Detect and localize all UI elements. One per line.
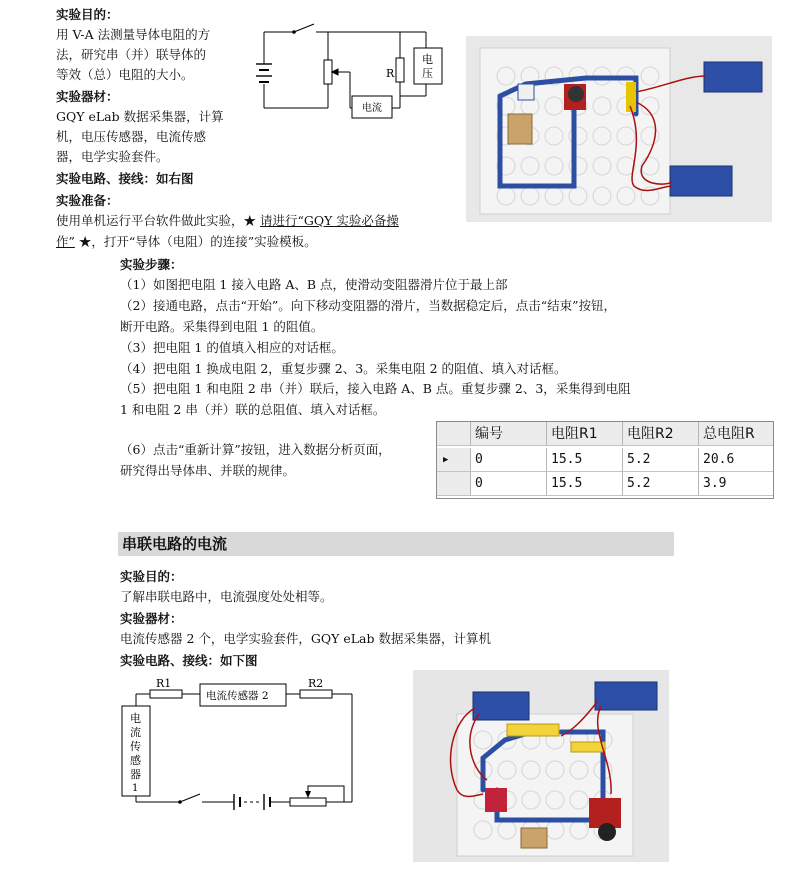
section-title-series-current: 串联电路的电流: [118, 532, 674, 556]
step-5: （5）把电阻 1 和电阻 2 串（并）联后，接入电路 A、B 点。重复步骤 2、3，采集得到电阻: [120, 381, 631, 396]
cell-r1[interactable]: 15.5: [547, 448, 623, 472]
sensor1-char-6: 1: [132, 783, 139, 794]
prep-heading: 实验准备：: [56, 193, 119, 208]
purpose-line-2: 法，研究串（并）联导体的: [56, 47, 207, 62]
prep-line-2: [56, 233, 317, 251]
s2-purpose-heading: 实验目的：: [120, 569, 183, 584]
voltammetry-circuit-diagram: [250, 20, 450, 124]
column-header-id[interactable]: 编号: [471, 422, 547, 446]
current-row-arrow-icon: ▶: [437, 448, 471, 472]
rheostat-slider-arrow-icon: [305, 791, 311, 798]
step-5-cont: 1 和电阻 2 串（并）联的总阻值、填入对话框。: [120, 402, 386, 417]
table-header-row: [437, 422, 773, 446]
prep-link-part-2[interactable]: 作”: [56, 234, 75, 249]
cell-total[interactable]: 3.9: [699, 472, 773, 496]
resistance-data-table: [436, 421, 774, 499]
purpose-line-1: 用 V-A 法测量导体电阻的方: [56, 27, 211, 42]
purpose-line-3: 等效（总）电阻的大小。: [56, 67, 194, 82]
cell-r2[interactable]: 5.2: [623, 472, 699, 496]
r1-label: R1: [156, 677, 172, 690]
steps-heading: 实验步骤：: [120, 257, 183, 272]
row-indicator-header: [437, 422, 471, 446]
equipment-line-1: GQY eLab 数据采集器，计算: [56, 109, 224, 124]
s2-purpose-text: 了解串联电路中，电流强度处处相等。: [120, 589, 333, 604]
column-header-r1[interactable]: 电阻R1: [547, 422, 623, 446]
cell-r2[interactable]: 5.2: [623, 448, 699, 472]
circuit-heading: 实验电路、接线：如右图: [56, 171, 194, 186]
prep-text-b: ★，打开“导体（电阻）的连接”实验模板。: [74, 234, 317, 249]
column-header-total[interactable]: 总电阻R: [699, 422, 773, 446]
s2-equipment-text: 电流传感器 2 个，电学实验套件，GQY eLab 数据采集器，计算机: [120, 631, 491, 646]
experiment-setup-photo-1: [466, 36, 772, 222]
equipment-heading: 实验器材：: [56, 89, 119, 104]
cell-id[interactable]: 0: [471, 448, 547, 472]
table-row[interactable]: [437, 472, 773, 496]
step-2: （2）接通电路，点击“开始”。向下移动变阻器的滑片，当数据稳定后，点击“结束”按钮，: [120, 298, 617, 313]
step-3: （3）把电阻 1 的值填入相应的对话框。: [120, 340, 344, 355]
step-6-cont: 研究得出导体串、并联的规律。: [120, 463, 296, 478]
current-sensor-2-label: 电流传感器 2: [206, 690, 269, 702]
equipment-line-3: 器，电学实验套件。: [56, 149, 169, 164]
resistor-r-label: R: [386, 67, 395, 80]
sensor1-char-4: 感: [130, 754, 141, 767]
step-6: （6）点击“重新计算”按钮，进入数据分析页面，: [120, 442, 391, 457]
cell-r1[interactable]: 15.5: [547, 472, 623, 496]
sensor1-char-5: 器: [130, 768, 141, 781]
prep-text-a: 使用单机运行平台软件做此实验，★: [56, 213, 260, 228]
prep-link-part-1[interactable]: 请进行“GQY 实验必备操: [259, 213, 399, 228]
voltage-label-top: 电: [422, 53, 433, 66]
sensor1-char-3: 传: [130, 740, 141, 753]
table-row[interactable]: [437, 448, 773, 472]
voltage-label-bottom: 压: [422, 67, 433, 80]
cell-id[interactable]: 0: [471, 472, 547, 496]
prep-line-1: [56, 212, 399, 230]
current-sensor-label: 电流: [362, 103, 382, 114]
r2-label: R2: [308, 677, 324, 690]
cell-total[interactable]: 20.6: [699, 448, 773, 472]
sensor1-char-2: 流: [130, 726, 141, 739]
purpose-heading: 实验目的：: [56, 7, 119, 22]
s2-equipment-heading: 实验器材：: [120, 611, 183, 626]
step-4: （4）把电阻 1 换成电阻 2，重复步骤 2、3。采集电阻 2 的阻值、填入对话框。: [120, 361, 567, 376]
equipment-line-2: 机，电压传感器，电流传感: [56, 129, 207, 144]
row-indicator: [437, 472, 471, 496]
switch-contact-icon: [178, 800, 182, 804]
switch-contact-icon: [292, 30, 296, 34]
s2-circuit-heading: 实验电路、接线：如下图: [120, 653, 258, 668]
sensor1-char-1: 电: [130, 712, 141, 725]
column-header-r2[interactable]: 电阻R2: [623, 422, 699, 446]
step-1: （1）如图把电阻 1 接入电路 A、B 点，使滑动变阻器滑片位于最上部: [120, 277, 508, 292]
experiment-setup-photo-2: [413, 670, 669, 862]
step-2-cont: 断开电路。采集得到电阻 1 的阻值。: [120, 319, 324, 334]
series-circuit-diagram: [116, 674, 360, 814]
